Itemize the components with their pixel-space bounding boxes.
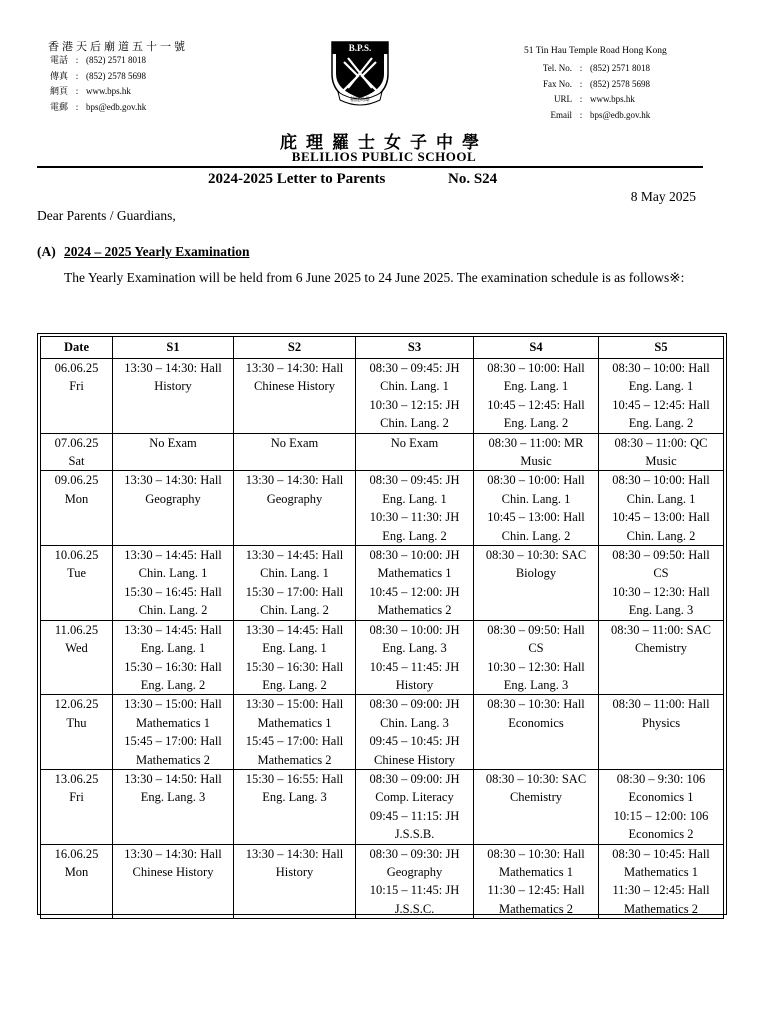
schedule-cell-s2 <box>234 546 356 621</box>
schedule-cell-line: 08:30 – 09:45: JH <box>369 473 460 488</box>
schedule-cell-line: Music <box>520 454 552 469</box>
schedule-cell-s3 <box>356 695 474 770</box>
column-header-s3: S3 <box>356 337 474 359</box>
date-cell <box>41 695 113 770</box>
schedule-cell-line: Chin. Lang. 2 <box>380 416 449 431</box>
letter-title: 2024-2025 Letter to Parents <box>208 171 386 187</box>
schedule-cell-line: Biology <box>515 566 557 581</box>
date-cell <box>41 620 113 695</box>
schedule-cell-line: Eng. Lang. 3 <box>503 677 569 692</box>
exam-weekday: Mon <box>64 491 89 506</box>
schedule-cell-s2 <box>234 769 356 844</box>
schedule-cell-s1 <box>113 769 234 844</box>
schedule-cell-line: 08:30 – 11:00: QC <box>614 435 708 450</box>
exam-schedule-table <box>40 336 724 919</box>
schedule-cell-line: Mathematics 2 <box>499 901 573 916</box>
schedule-cell-s4 <box>474 359 599 434</box>
schedule-cell-line: 10:45 – 13:00: Hall <box>487 510 585 525</box>
schedule-cell-line: History <box>275 864 314 879</box>
schedule-cell-s5 <box>599 471 724 546</box>
schedule-cell-line: 10:30 – 12:15: JH <box>369 397 460 412</box>
schedule-cell-line: 08:30 – 10:30: SAC <box>485 548 587 563</box>
schedule-cell-line: Eng. Lang. 3 <box>262 790 327 805</box>
schedule-cell-line: Chemistry <box>634 641 688 656</box>
schedule-cell-line: Chemistry <box>509 790 563 805</box>
schedule-cell-line: Chin. Lang. 1 <box>138 566 208 581</box>
schedule-cell-s1 <box>113 620 234 695</box>
schedule-cell-line: 08:30 – 11:00: SAC <box>611 622 711 637</box>
schedule-cell-line: Geography <box>145 491 201 506</box>
contact-row-web: 網頁 : www.bps.hk <box>49 86 131 96</box>
schedule-cell-line: 08:30 – 09:45: JH <box>369 361 460 375</box>
schedule-cell-s3 <box>356 546 474 621</box>
schedule-cell-s5 <box>599 433 724 471</box>
schedule-cell-line: Chin. Lang. 2 <box>260 603 329 618</box>
schedule-cell-line: Mathematics 1 <box>624 864 698 879</box>
exam-date: 06.06.25 <box>54 361 99 375</box>
exam-date: 09.06.25 <box>54 473 99 488</box>
schedule-cell-line: 10:15 – 11:45: JH <box>369 883 460 898</box>
schedule-cell-line: Eng. Lang. 1 <box>262 641 327 656</box>
schedule-cell-line: 15:30 – 16:45: Hall <box>124 584 222 599</box>
schedule-cell-line: 08:30 – 10:00: JH <box>369 622 460 637</box>
exam-date: 16.06.25 <box>54 846 99 861</box>
schedule-cell-line: 08:30 – 10:00: Hall <box>612 473 710 488</box>
schedule-cell-line: 10:30 – 11:30: JH <box>369 510 460 525</box>
schedule-cell-line: No Exam <box>270 435 319 450</box>
chinese-contact-list <box>32 53 146 115</box>
contact-row-url: URL : www.bps.hk <box>554 94 635 104</box>
schedule-cell-line: 13:30 – 14:30: Hall <box>124 846 222 861</box>
exam-schedule-frame <box>37 333 727 915</box>
schedule-cell-s1 <box>113 359 234 434</box>
exam-weekday: Fri <box>69 379 84 394</box>
date-cell <box>41 359 113 434</box>
schedule-cell-line: 08:30 – 9:30: 106 <box>616 771 706 786</box>
schedule-cell-line: Mathematics 1 <box>499 864 573 879</box>
column-header-s2: S2 <box>234 337 356 359</box>
schedule-cell-line: 09:45 – 11:15: JH <box>369 808 460 823</box>
schedule-cell-line: 10:30 – 12:30: Hall <box>487 659 585 674</box>
schedule-cell-s4 <box>474 433 599 471</box>
date-cell <box>41 769 113 844</box>
schedule-cell-line: 13:30 – 14:30: Hall <box>245 846 344 861</box>
schedule-cell-line: Eng. Lang. 2 <box>140 677 206 692</box>
contact-row-fax: Fax No. : (852) 2578 5698 <box>543 78 650 89</box>
contact-row-email: Email : bps@edb.gov.hk <box>550 109 651 120</box>
schedule-cell-line: 13:30 – 14:30: Hall <box>124 473 222 488</box>
schedule-cell-line: J.S.S.C. <box>394 901 435 916</box>
schedule-cell-line: Mathematics 1 <box>377 566 452 581</box>
schedule-cell-line: 08:30 – 10:00: JH <box>369 548 460 563</box>
exam-weekday: Thu <box>66 715 87 730</box>
schedule-cell-line: Eng. Lang. 2 <box>628 416 694 431</box>
schedule-cell-line: 13:30 – 14:50: Hall <box>124 771 222 786</box>
schedule-cell-line: No Exam <box>149 435 197 450</box>
schedule-cell-line: CS <box>653 566 669 581</box>
table-row <box>41 546 724 621</box>
schedule-cell-s2 <box>234 844 356 919</box>
schedule-cell-line: Eng. Lang. 2 <box>503 416 569 431</box>
schedule-cell-s4 <box>474 769 599 844</box>
schedule-cell-s5 <box>599 620 724 695</box>
date-cell <box>41 844 113 919</box>
chinese-address: 香港天后廟道五十一號 <box>48 41 188 53</box>
table-row <box>41 769 724 844</box>
section-label: (A) <box>37 244 56 259</box>
schedule-cell-line: 13:30 – 15:00: Hall <box>124 697 222 712</box>
section-title: 2024 – 2025 Yearly Examination <box>64 244 250 259</box>
schedule-cell-line: Chinese History <box>374 752 455 767</box>
schedule-cell-line: 10:30 – 12:30: Hall <box>612 584 710 599</box>
schedule-cell-line: 10:45 – 12:45: Hall <box>487 397 585 412</box>
contact-row-phone: 電話 : (852) 2571 8018 <box>49 55 146 65</box>
schedule-cell-line: 13:30 – 14:45: Hall <box>245 548 344 563</box>
schedule-cell-line: 08:30 – 09:00: JH <box>369 697 460 712</box>
schedule-cell-s1 <box>113 433 234 471</box>
schedule-cell-line: 11:30 – 12:45: Hall <box>612 883 710 898</box>
schedule-cell-line: J.S.S.B. <box>394 827 435 842</box>
contact-row-tel: Tel. No. : (852) 2571 8018 <box>542 63 650 73</box>
exam-date: 12.06.25 <box>54 697 99 712</box>
table-row <box>41 844 724 919</box>
english-contact-list <box>526 61 650 123</box>
schedule-cell-s1 <box>113 844 234 919</box>
schedule-cell-line: 08:30 – 10:30: Hall <box>487 846 585 861</box>
schedule-cell-line: Chin. Lang. 2 <box>138 603 208 618</box>
schedule-cell-line: History <box>395 677 434 692</box>
schedule-cell-line: Chin. Lang. 1 <box>380 379 449 394</box>
schedule-cell-line: Physics <box>641 715 681 730</box>
schedule-cell-s3 <box>356 359 474 434</box>
schedule-cell-s5 <box>599 546 724 621</box>
header-divider <box>37 166 703 168</box>
schedule-cell-line: 08:30 – 09:30: JH <box>369 846 460 861</box>
schedule-cell-line: 08:30 – 09:50: Hall <box>487 622 585 637</box>
exam-date: 11.06.25 <box>54 622 99 637</box>
schedule-cell-s4 <box>474 546 599 621</box>
schedule-cell-line: No Exam <box>390 435 439 450</box>
date-cell <box>41 433 113 471</box>
schedule-cell-s5 <box>599 359 724 434</box>
schedule-cell-line: History <box>154 379 192 394</box>
schedule-cell-line: 08:30 – 09:50: Hall <box>612 548 710 563</box>
schedule-cell-line: 13:30 – 14:30: Hall <box>245 361 344 375</box>
schedule-cell-s1 <box>113 471 234 546</box>
schedule-cell-line: 10:45 – 11:45: JH <box>369 659 460 674</box>
schedule-cell-s5 <box>599 769 724 844</box>
schedule-cell-line: 15:45 – 17:00: Hall <box>245 734 344 749</box>
schedule-cell-line: Mathematics 2 <box>136 752 210 767</box>
schedule-cell-line: Chin. Lang. 1 <box>626 491 696 506</box>
school-name-english: BELILIOS PUBLIC SCHOOL <box>291 149 477 164</box>
schedule-cell-line: Eng. Lang. 1 <box>382 491 447 506</box>
schedule-cell-line: Economics 2 <box>628 827 694 842</box>
column-header-s5: S5 <box>599 337 724 359</box>
schedule-cell-line: Geography <box>266 491 323 506</box>
exam-date: 10.06.25 <box>54 548 99 563</box>
exam-weekday: Sat <box>68 454 85 469</box>
schedule-cell-line: 15:45 – 17:00: Hall <box>124 734 222 749</box>
schedule-cell-line: 09:45 – 10:45: JH <box>369 734 460 749</box>
exam-date: 07.06.25 <box>54 435 99 450</box>
school-name-chinese: 庇理羅士女子中學 <box>280 133 488 152</box>
schedule-cell-line: 13:30 – 14:45: Hall <box>245 622 344 637</box>
schedule-cell-s2 <box>234 471 356 546</box>
schedule-cell-line: 13:30 – 14:45: Hall <box>124 622 222 637</box>
table-row <box>41 359 724 434</box>
exam-weekday: Wed <box>65 641 88 656</box>
table-row <box>41 695 724 770</box>
schedule-cell-s3 <box>356 769 474 844</box>
schedule-cell-line: Chin. Lang. 3 <box>380 715 449 730</box>
salutation: Dear Parents / Guardians, <box>37 208 176 223</box>
schedule-cell-line: Mathematics 2 <box>377 603 452 618</box>
schedule-cell-s3 <box>356 471 474 546</box>
schedule-cell-line: Eng. Lang. 3 <box>628 603 694 618</box>
date-cell <box>41 471 113 546</box>
schedule-cell-s2 <box>234 695 356 770</box>
schedule-cell-line: 08:30 – 10:00: Hall <box>487 473 585 488</box>
exam-weekday: Tue <box>67 566 86 581</box>
exam-date: 13.06.25 <box>54 771 99 786</box>
schedule-cell-s1 <box>113 695 234 770</box>
schedule-cell-line: Chin. Lang. 2 <box>626 528 696 543</box>
schedule-cell-s5 <box>599 695 724 770</box>
schedule-cell-line: 13:30 – 14:30: Hall <box>245 473 344 488</box>
schedule-cell-s2 <box>234 620 356 695</box>
exam-weekday: Fri <box>69 790 84 805</box>
schedule-cell-line: 08:30 – 10:00: Hall <box>612 361 710 375</box>
schedule-cell-line: Chin. Lang. 1 <box>501 491 571 506</box>
schedule-cell-line: Economics 1 <box>628 790 694 805</box>
schedule-cell-line: Comp. Literacy <box>375 790 454 805</box>
schedule-cell-line: 13:30 – 14:45: Hall <box>124 548 222 563</box>
schedule-cell-line: Mathematics 1 <box>257 715 332 730</box>
schedule-cell-s3 <box>356 844 474 919</box>
schedule-cell-line: 15:30 – 17:00: Hall <box>245 584 344 599</box>
schedule-cell-line: CS <box>528 641 544 656</box>
schedule-cell-line: Chin. Lang. 2 <box>501 528 571 543</box>
schedule-cell-s4 <box>474 695 599 770</box>
schedule-cell-line: Chinese History <box>132 864 214 879</box>
schedule-cell-s4 <box>474 844 599 919</box>
schedule-cell-line: Eng. Lang. 3 <box>382 641 447 656</box>
crest-motto: 積健為雄 <box>349 97 371 103</box>
table-header-row <box>41 337 724 359</box>
schedule-cell-line: Mathematics 2 <box>624 901 698 916</box>
column-header-s1: S1 <box>113 337 234 359</box>
schedule-cell-s5 <box>599 844 724 919</box>
schedule-cell-line: Eng. Lang. 2 <box>382 528 447 543</box>
section-paragraph: The Yearly Examination will be held from 6 June 2025 to 24 June 2025. The examination schedule is as follows※: <box>64 270 685 285</box>
schedule-cell-s3 <box>356 620 474 695</box>
schedule-cell-s1 <box>113 546 234 621</box>
date-cell <box>41 546 113 621</box>
schedule-cell-line: Chinese History <box>254 379 335 394</box>
letter-date: 8 May 2025 <box>630 189 696 204</box>
letter-number: No. S24 <box>448 171 498 187</box>
schedule-cell-line: Mathematics 2 <box>257 752 332 767</box>
schedule-cell-s2 <box>234 359 356 434</box>
schedule-cell-line: Eng. Lang. 1 <box>628 379 694 394</box>
schedule-cell-line: 08:30 – 10:30: SAC <box>485 771 587 786</box>
table-row <box>41 471 724 546</box>
schedule-cell-line: Eng. Lang. 2 <box>262 677 327 692</box>
schedule-cell-line: 10:15 – 12:00: 106 <box>613 808 709 823</box>
schedule-cell-line: Eng. Lang. 1 <box>140 641 206 656</box>
schedule-cell-s4 <box>474 620 599 695</box>
schedule-cell-line: 15:30 – 16:55: Hall <box>245 771 344 786</box>
column-header-date: Date <box>41 337 113 359</box>
schedule-cell-line: 08:30 – 11:00: MR <box>488 435 584 450</box>
contact-row-fax: 傳真 : (852) 2578 5698 <box>49 70 146 81</box>
schedule-cell-line: 08:30 – 10:00: Hall <box>487 361 585 375</box>
schedule-cell-line: 08:30 – 10:30: Hall <box>487 697 585 712</box>
schedule-cell-line: 10:45 – 12:45: Hall <box>612 397 710 412</box>
schedule-cell-line: Music <box>645 454 677 469</box>
schedule-cell-line: 08:30 – 11:00: Hall <box>612 697 710 712</box>
schedule-cell-line: Mathematics 1 <box>136 715 210 730</box>
table-row <box>41 433 724 471</box>
table-row <box>41 620 724 695</box>
schedule-cell-line: 10:45 – 12:00: JH <box>369 584 460 599</box>
schedule-cell-s2 <box>234 433 356 471</box>
schedule-cell-s4 <box>474 471 599 546</box>
schedule-cell-line: 13:30 – 15:00: Hall <box>245 697 344 712</box>
schedule-cell-line: Economics <box>508 715 564 730</box>
column-header-s4: S4 <box>474 337 599 359</box>
schedule-cell-line: 11:30 – 12:45: Hall <box>487 883 585 898</box>
schedule-cell-line: 08:30 – 10:45: Hall <box>612 846 710 861</box>
schedule-cell-line: 10:45 – 13:00: Hall <box>612 510 710 525</box>
schedule-cell-line: Chin. Lang. 1 <box>260 566 329 581</box>
schedule-cell-line: Geography <box>386 864 443 879</box>
contact-row-email: 電郵 : bps@edb.gov.hk <box>49 101 147 112</box>
exam-weekday: Mon <box>64 864 89 879</box>
schedule-cell-line: Eng. Lang. 1 <box>503 379 569 394</box>
english-address: 51 Tin Hau Temple Road Hong Kong <box>524 46 667 56</box>
schedule-cell-line: 15:30 – 16:30: Hall <box>245 659 344 674</box>
schedule-cell-line: Eng. Lang. 3 <box>140 790 206 805</box>
schedule-cell-line: 13:30 – 14:30: Hall <box>124 361 222 375</box>
schedule-cell-line: 08:30 – 09:00: JH <box>369 771 460 786</box>
schedule-cell-line: 15:30 – 16:30: Hall <box>124 659 222 674</box>
crest-letters: B.P.S. <box>348 43 372 53</box>
school-crest-logo <box>328 40 392 106</box>
schedule-cell-s3 <box>356 433 474 471</box>
